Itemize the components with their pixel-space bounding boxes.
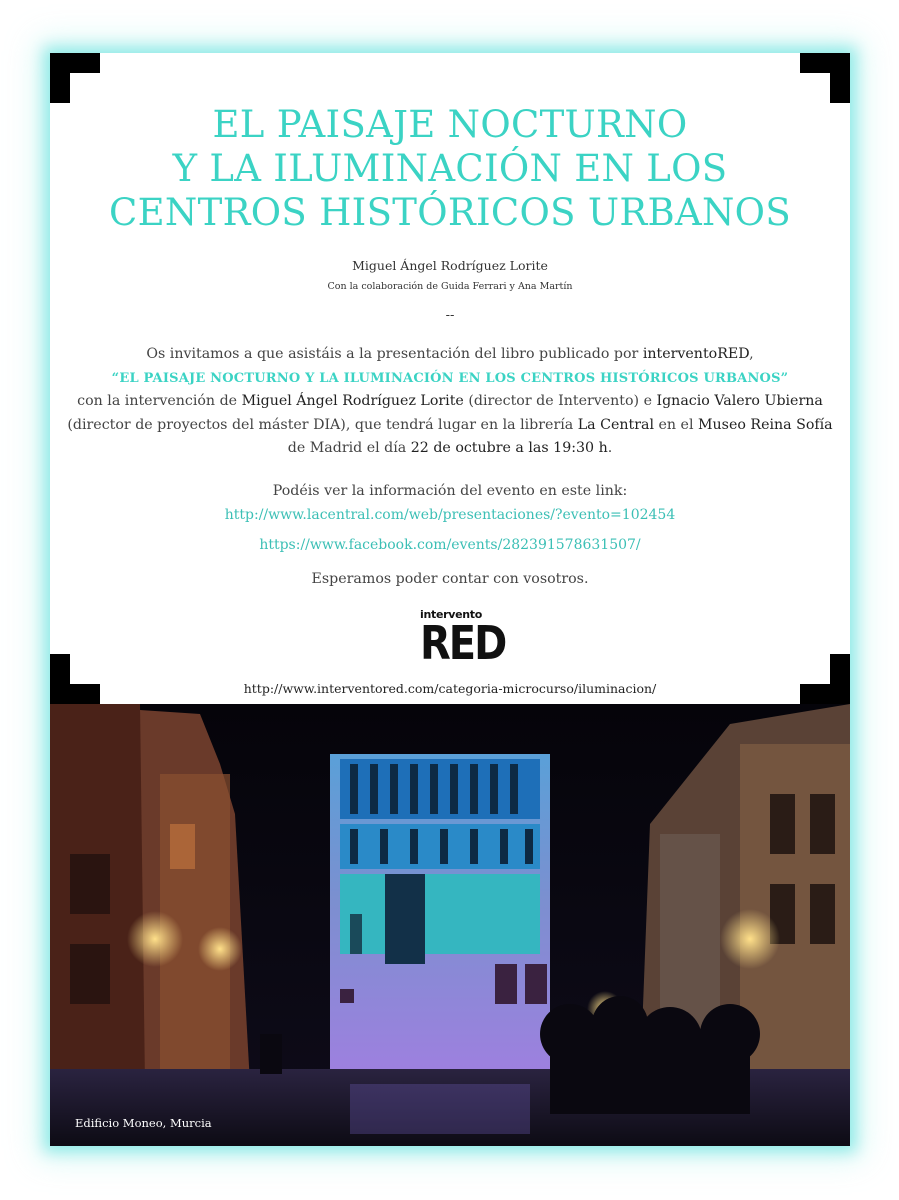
- title-line-3: CENTROS HISTÓRICOS URBANOS: [109, 191, 791, 234]
- corner-bracket-bottom-right: [800, 654, 850, 704]
- event-date: 22 de octubre a las 19:30 h: [410, 440, 608, 456]
- corner-bracket-top-left: [50, 53, 100, 103]
- title-line-2: Y LA ILUMINACIÓN EN LOS: [172, 147, 728, 190]
- interventored-logo: [420, 608, 506, 671]
- title-line-1: EL PAISAJE NOCTURNO: [212, 103, 688, 146]
- website-link[interactable]: http://www.interventored.com/categoria-microcurso/iluminacion/: [243, 681, 657, 696]
- book-title: “EL PAISAJE NOCTURNO Y LA ILUMINACIÓN EN LOS CENTROS HISTÓRICOS URBANOS”: [111, 370, 789, 386]
- closing-text: Esperamos poder contar con vosotros.: [311, 571, 589, 587]
- speaker-1: Miguel Ángel Rodríguez Lorite: [241, 393, 464, 409]
- invitation-line-3: con la intervención de Miguel Ángel Rodríguez Lorite (director de Intervento) e Ignacio Valero Ubierna: [77, 393, 823, 409]
- speaker-2: Ignacio Valero Ubierna: [656, 393, 823, 409]
- invitation-line-5: de Madrid el día 22 de octubre a las 19:30 h.: [287, 440, 613, 456]
- venue-bookstore: La Central: [577, 416, 654, 433]
- info-text: Podéis ver la información del evento en este link:: [272, 483, 628, 499]
- lacentral-link[interactable]: http://www.lacentral.com/web/presentaciones/?evento=102454: [224, 507, 676, 523]
- invitation-line-1: Os invitamos a que asistáis a la presentación del libro publicado por interventoRED,: [146, 346, 754, 362]
- corner-bracket-bottom-left: [50, 654, 100, 704]
- collaboration-note: Con la colaboración de Guida Ferrari y Ana Martín: [327, 281, 573, 292]
- page-title: [50, 103, 850, 235]
- logo-small-text: intervento: [420, 608, 483, 621]
- invitation-text: [60, 343, 840, 461]
- author-name: Miguel Ángel Rodríguez Lorite: [352, 258, 548, 273]
- invitation-line-4: (director de proyectos del máster DIA), que tendrá lugar en la librería La Central en el Museo Reina Sofía: [67, 416, 833, 433]
- photo-caption: Edificio Moneo, Murcia: [75, 1116, 212, 1130]
- venue-museum: Museo Reina Sofía: [698, 416, 833, 433]
- building-photo: [50, 704, 850, 1146]
- facebook-event-link[interactable]: https://www.facebook.com/events/282391578631507/: [259, 537, 641, 553]
- publisher-name: interventoRED: [642, 346, 750, 362]
- separator: --: [445, 308, 455, 323]
- corner-bracket-top-right: [800, 53, 850, 103]
- logo-big-text: RED: [420, 617, 506, 671]
